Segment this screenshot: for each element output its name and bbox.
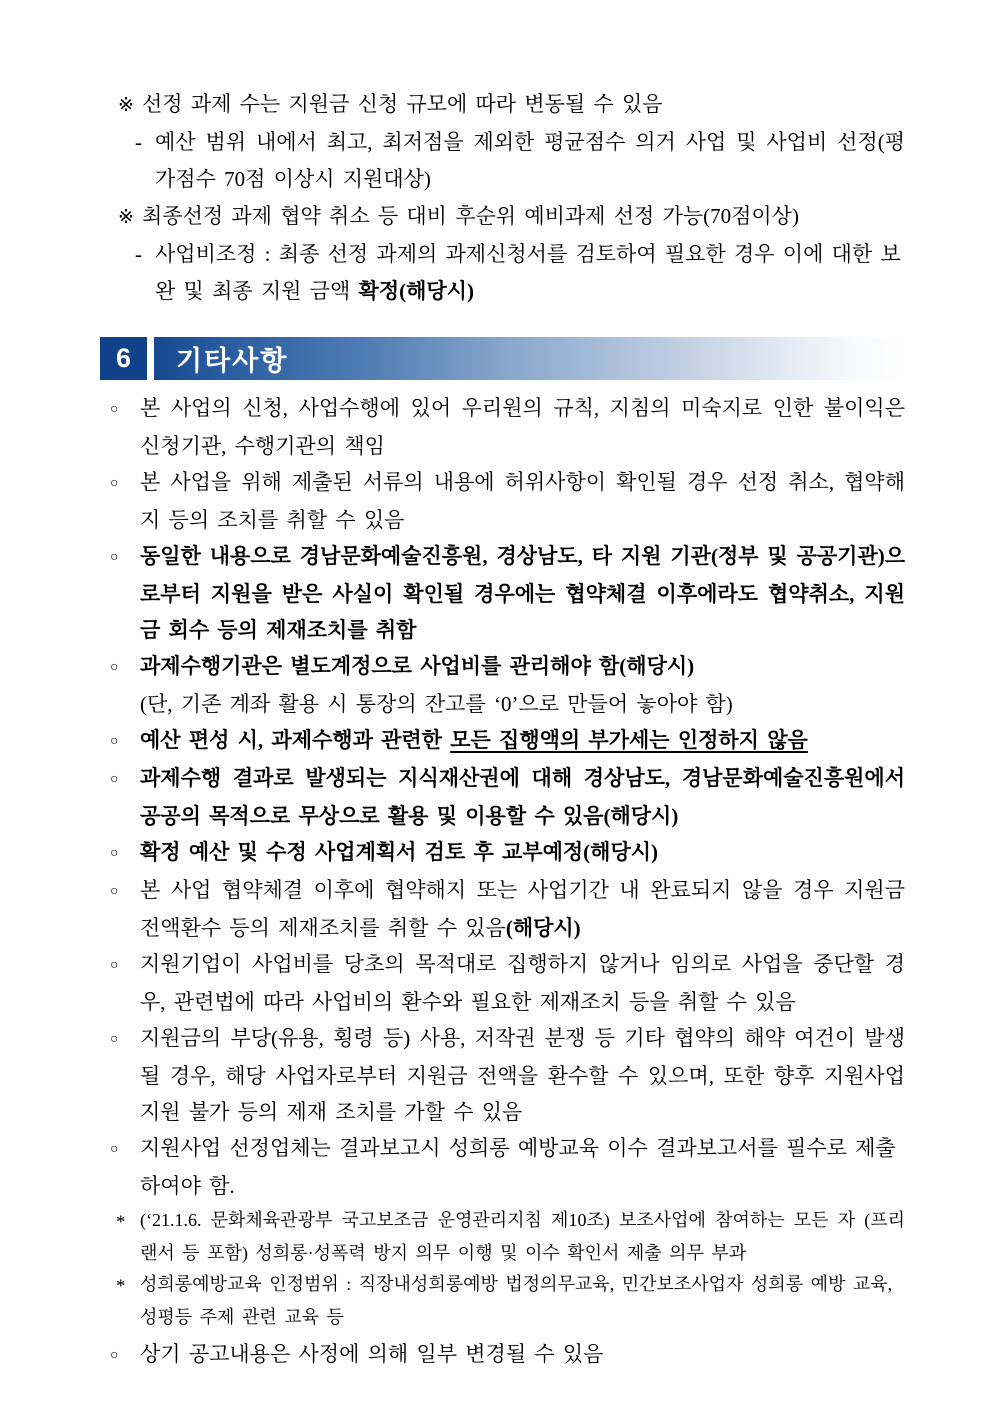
bullet-text: 본 사업 협약체결 이후에 협약해지 또는 사업기간 내 완료되지 않을 경우 지원금 전액환수 등의 제재조치를 취할 수 있음 [140,878,905,940]
asterisk-marker: * [116,1212,126,1233]
note-text-bold: 확정(해당시) [358,279,474,303]
circle-bullet-icon: ○ [110,476,119,491]
bullet-item [100,464,905,538]
circle-bullet-icon: ○ [110,1032,119,1047]
bullet-text-underlined: 모든 집행액의 부가세는 인정하지 않음 [450,728,808,752]
reference-notes [100,86,905,310]
circle-bullet-icon: ○ [110,550,119,565]
bullet-text-bold: 과제수행 결과로 발생되는 지식재산권에 대해 경상남도, 경남문화예술진흥원에서 공공의 목적으로 무상으로 활용 및 이용할 수 있음(해당시) [140,766,905,828]
closing-bullet [100,1336,905,1374]
circle-bullet-icon: ○ [110,402,119,417]
circle-bullet-icon: ○ [110,660,119,675]
bullet-text: 본 사업의 신청, 사업수행에 있어 우리원의 규칙, 지침의 미숙지로 인한 불이익은 신청기관, 수행기관의 책임 [140,396,905,458]
bullet-text-bold: 동일한 내용으로 경남문화예술진흥원, 경상남도, 타 지원 기관(정부 및 공공기관)으로부터 지원을 받은 사실이 확인될 경우에는 협약체결 이후에라도 협약취소, 지원금 회수 등의 제재조치를 취함 [140,544,905,642]
closing-bullet-text: 상기 공고내용은 사정에 의해 일부 변경될 수 있음 [140,1342,604,1366]
bullet-text-bold: 확정 예산 및 수정 사업계획서 검토 후 교부예정(해당시) [140,840,659,864]
bullet-item [100,872,905,946]
circle-bullet-icon: ○ [110,958,119,973]
bullet-text: 본 사업을 위해 제출된 서류의 내용에 허위사항이 확인될 경우 선정 취소, 협약해지 등의 조치를 취할 수 있음 [140,470,905,532]
reference-mark-icon: ※ [118,207,134,228]
bullet-item [100,538,905,648]
bullet-item [100,760,905,834]
bullet-text: 지원기업이 사업비를 당초의 목적대로 집행하지 않거나 임의로 사업을 중단할 경우, 관련법에 따라 사업비의 환수와 필요한 제재조치 등을 취할 수 있음 [140,952,905,1014]
bullet-list [100,390,905,1204]
bullet-item [100,1020,905,1130]
note-text: 사업비조정 : 최종 선정 과제의 과제신청서를 검토하여 필요한 경우 이에 대한 보완 및 최종 지원 금액 [155,242,901,303]
bullet-text-bold: 예산 편성 시, 과제수행과 관련한 [140,728,451,752]
asterisk-marker: * [116,1276,126,1297]
dash-marker: - [135,242,142,266]
bullet-text-bold: (해당시) [505,916,581,940]
footnote-text: (‘21.1.6. 문화체육관광부 국고보조금 운영관리지침 제10조) 보조사업에 참여하는 모든 자 (프리랜서 등 포함) 성희롱·성폭력 방지 의무 이행 및 이수 확인서 제출 의무 부과 [140,1210,905,1263]
note-text: 예산 범위 내에서 최고, 최저점을 제외한 평균점수 의거 사업 및 사업비 선정(평가점수 70점 이상시 지원대상) [155,130,905,191]
circle-bullet-icon: ○ [110,884,119,899]
reference-subnote [100,236,905,310]
note-text: 선정 과제 수는 지원금 신청 규모에 따라 변동될 수 있음 [142,92,663,116]
reference-note [100,86,905,124]
section-number: 6 [100,337,147,380]
bullet-item [100,648,905,722]
reference-subnote [100,124,905,198]
bullet-item [100,834,905,872]
bullet-item [100,946,905,1020]
reference-note [100,198,905,236]
circle-bullet-icon: ○ [110,734,119,749]
bullet-text: 지원사업 선정업체는 결과보고시 성희롱 예방교육 이수 결과보고서를 필수로 제출하여야 함. [140,1136,896,1198]
section-title: 기타사항 [176,346,289,376]
footnote-item [100,1205,905,1269]
circle-bullet-icon: ○ [110,1142,119,1157]
bullet-item [100,390,905,464]
section-title-bar [154,337,905,380]
footnote-item [100,1269,905,1333]
note-text: 최종선정 과제 협약 취소 등 대비 후순위 예비과제 선정 가능(70점이상) [142,204,799,228]
section-header [100,337,905,380]
circle-bullet-icon: ○ [110,846,119,861]
footnote-list [100,1205,905,1333]
bullet-item [100,722,905,760]
bullet-item [100,1130,905,1204]
bullet-text-bold: 과제수행기관은 별도계정으로 사업비를 관리해야 함(해당시) [140,654,695,678]
bullet-text: 지원금의 부당(유용, 횡령 등) 사용, 저작권 분쟁 등 기타 협약의 해약 여건이 발생될 경우, 해당 사업자로부터 지원금 전액을 환수할 수 있으며, 또한 향후 지원사업 지원 불가 등의 제재 조치를 가할 수 있음 [140,1026,905,1124]
circle-bullet-icon: ○ [110,1348,119,1363]
circle-bullet-icon: ○ [110,772,119,787]
dash-marker: - [135,130,142,154]
reference-mark-icon: ※ [118,95,134,116]
footnote-text: 성희롱예방교육 인정범위 : 직장내성희롱예방 법정의무교육, 민간보조사업자 성희롱 예방 교육, 성평등 주제 관련 교육 등 [140,1274,893,1327]
bullet-subline: (단, 기존 계좌 활용 시 통장의 잔고를 ‘0’으로 만들어 놓아야 함) [140,692,733,716]
closing-section [100,1336,905,1374]
